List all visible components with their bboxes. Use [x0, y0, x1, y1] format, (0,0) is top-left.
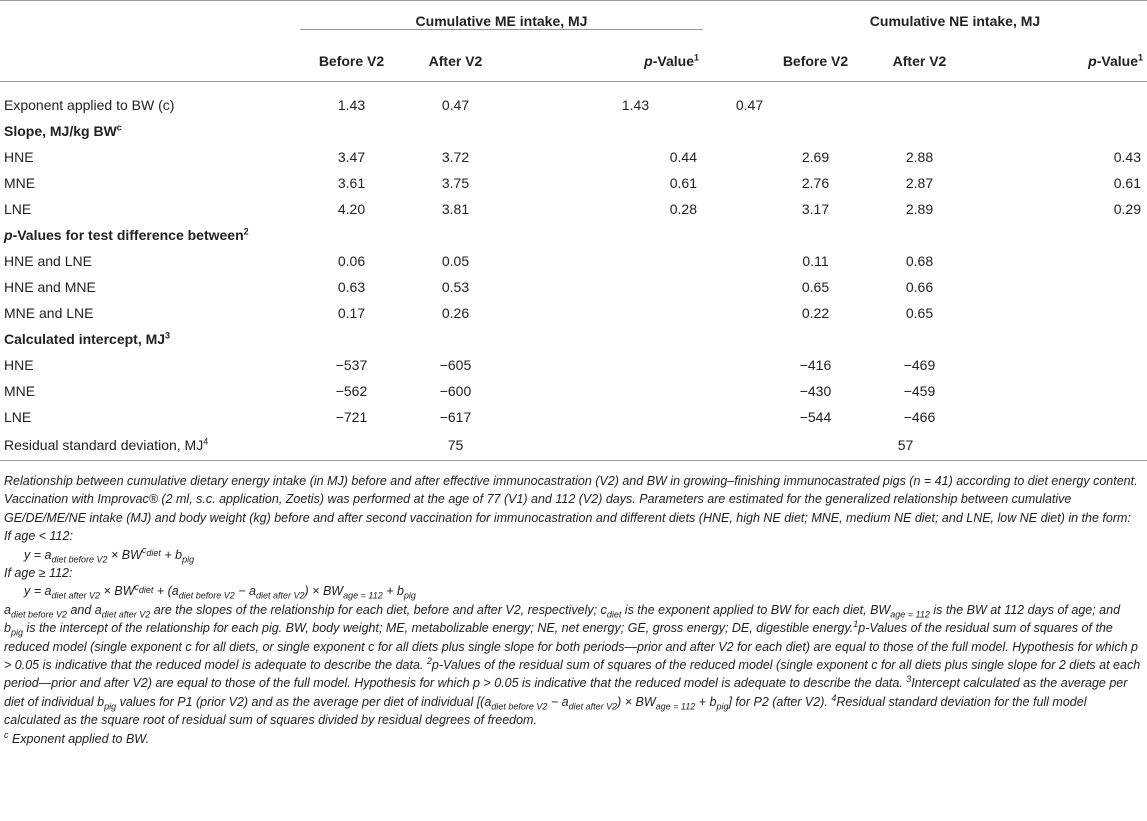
footnote-description: Relationship between cumulative dietary energy intake (in MJ) before and after effective immunocastration (V2) and BW in growing–finishing immunocastrated pigs (n = 41) according to diet energy content. Vaccination with Improvac® (2 ml, s.c. application, Zoetis) was performed at the age of 77 (V1) and 112 (V2) days. Parameters are estimated for the generalized relationship between cumulative GE/DE/ME/NE intake (MJ) and body weight (kg) before and after second vaccination for immunocastration and different diets (HNE, high NE diet; MNE, medium NE diet; and LNE, low NE diet) in the form:: [4, 474, 1138, 525]
col-ne-after: After V2: [868, 41, 971, 82]
section-title-intercept: Calculated intercept, $MJ^3$: [4, 330, 171, 347]
table-row: LNE 4.20 3.81 0.28 3.17 2.89 0.29: [4, 201, 1141, 217]
table-row: MNE −562 −600 −430 −459: [4, 383, 936, 399]
condition-2: If age ≥ 112:: [4, 566, 73, 581]
table-row: HNE 3.47 3.72 0.44 2.69 2.88 0.43: [4, 149, 1141, 165]
table-row: Residual standard deviation, $MJ^4$ 75 57: [0, 430, 1147, 461]
table-row: MNE and LNE 0.17 0.26 0.22 0.65: [4, 305, 934, 321]
col-me-before: Before V2: [300, 41, 403, 82]
col-ne-before: Before V2: [763, 41, 868, 82]
table-row: MNE 3.61 3.75 0.61 2.76 2.87 0.61: [4, 175, 1141, 191]
condition-1: If age < 112:: [4, 529, 73, 544]
col-me-pvalue: p-Value$^1$: [508, 41, 703, 82]
equation-1: $y = a_{diet before V2} \times BW^{cdiet} + b_{pig}$: [24, 545, 195, 565]
col-me-after: After V2: [403, 41, 508, 82]
group-header-ne: Cumulative NE intake, MJ: [869, 13, 1041, 29]
group-header-me: Cumulative ME intake, MJ: [300, 1, 703, 42]
footnote-c: $^c$ Exponent applied to BW.: [4, 729, 150, 746]
table-footnotes: [4, 472, 1142, 748]
section-title-pvalues: p-Values for test difference between$^2$: [4, 226, 249, 243]
table-row: HNE and MNE 0.63 0.53 0.65 0.66: [4, 279, 934, 295]
section-title-slope: Slope, MJ/kg $BW^c$: [4, 122, 122, 139]
equation-2: $y = a_{diet after V2} \times BW^{cdiet} + (a_{diet before V2} - a_{diet after V2}) \times BW_{age = 112} + b_{pig}$: [24, 582, 416, 601]
table-row: HNE −537 −605 −416 −469: [4, 357, 936, 373]
table-row: Exponent applied to BW (c) 1.43 0.47 1.43 0.47: [4, 97, 764, 113]
table-row: LNE −721 −617 −544 −466: [4, 409, 936, 425]
col-ne-pvalue: p-Value$^1$: [971, 41, 1147, 82]
table-row: HNE and LNE 0.06 0.05 0.11 0.68: [4, 253, 934, 269]
footnote-definitions: $a_{diet before V2}$ and $a_{diet after V2}$ are the slopes of the relationship for each diet, before and after V2, respectively; $c_{diet}$ is the exponent applied to BW for each diet, $BW_{age = 112}$ is the BW at 112 days of age; and $b_{pig}$ is the intercept of the relationship for each pig. BW, body weight; ME, metabolizable energy; NE, net energy; GE, gross energy; DE, digestible energy.$^1$p-Values of the residual sum of squares of the reduced model (single exponent c for all diets, or single exponent c for all diets plus single slope for both periods—prior and after V2 for each diet) are equal to those of the full model. Hypothesis for which p > 0.05 is indicative that the reduced model is adequate to describe the data. $^2$p-Values of the residual sum of squares of the reduced model (single exponent c for all diets plus single slope for 2 diets at each period—prior and after V2) are equal to those of the full model. Hypothesis for which p > 0.05 is indicative that the reduced model is adequate to describe the data. $^3$Intercept calculated as the average per diet of individual $b_{pig}$ values for P1 (prior V2) and as the average per diet of individual $[(a_{diet before V2} - a_{diet after V2}) \times BW_{age = 112} + b_{pig}]$ for P2 (after V2). $^4$Residual standard deviation for the full model calculated as the square root of residual sum of squares divided by residual degrees of freedom.: [4, 602, 1141, 728]
